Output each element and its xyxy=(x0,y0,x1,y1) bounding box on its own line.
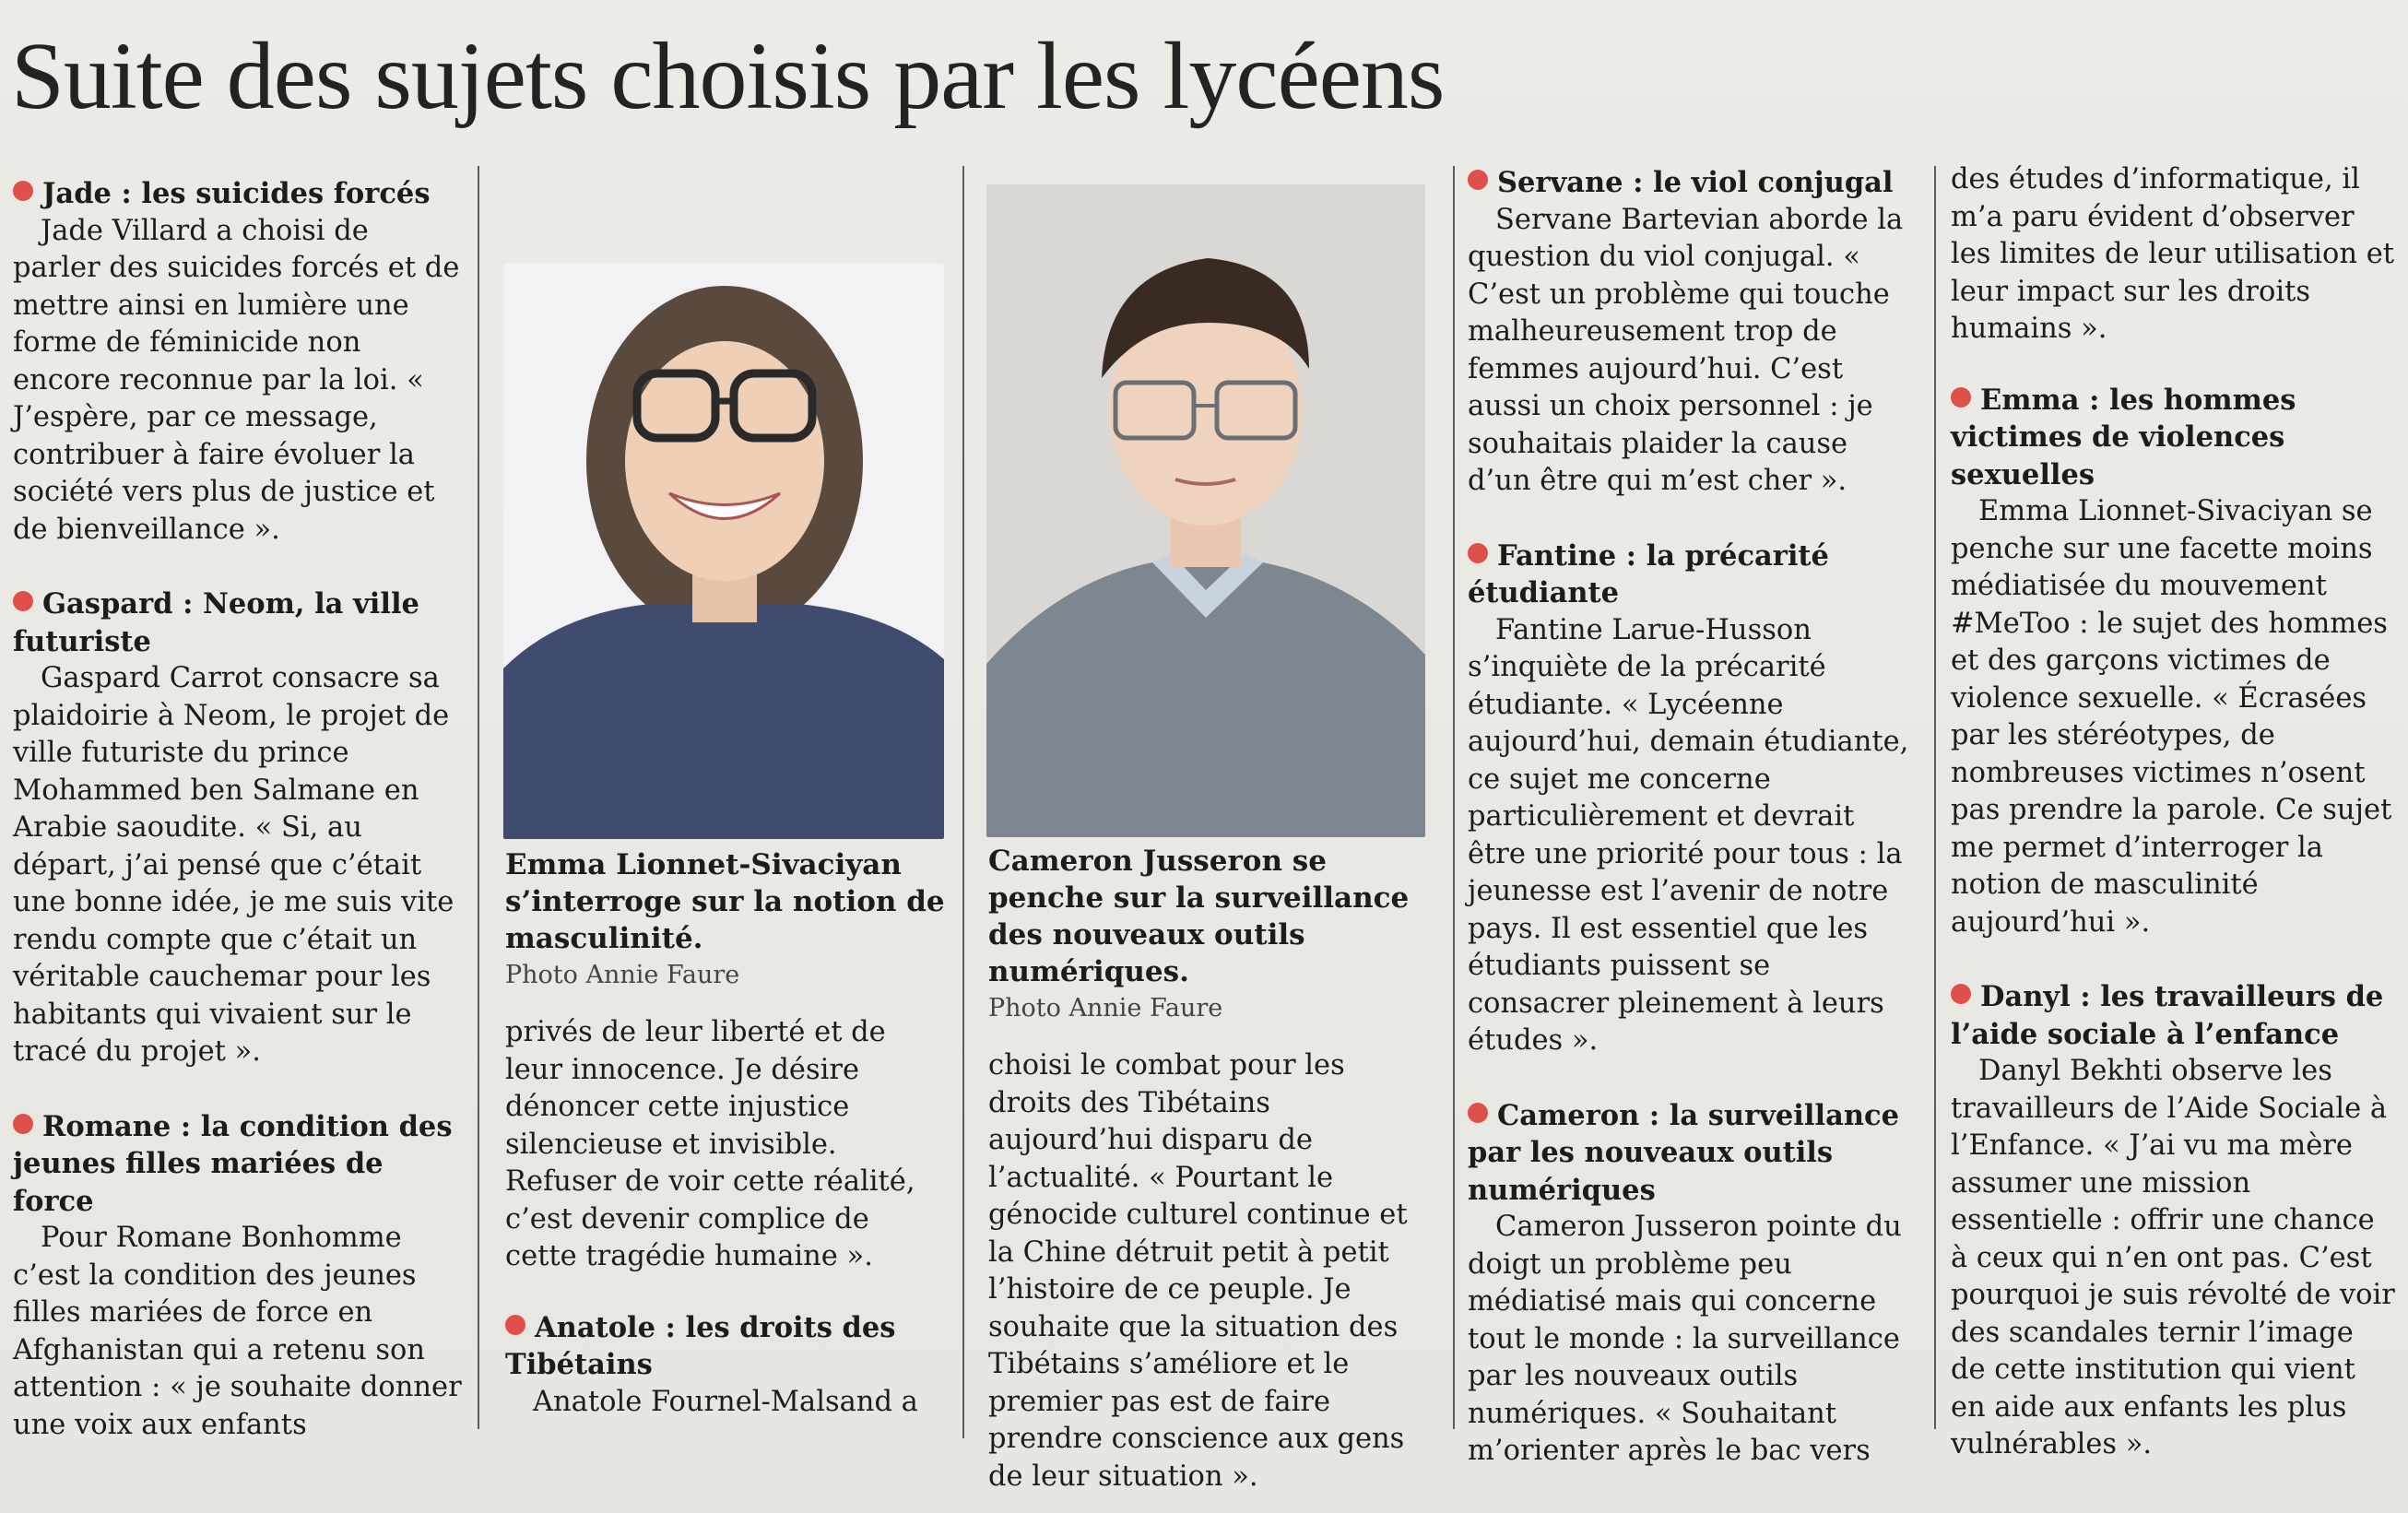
bullet-icon xyxy=(1468,543,1488,563)
section-title: Romane : la condition des jeunes filles mariées de force xyxy=(13,1109,453,1218)
photo-emma xyxy=(503,263,944,839)
section-title: Anatole : les droits des Tibétains xyxy=(505,1310,896,1381)
continued-text: privés de leur liberté et de leur innocence. Je désire dénoncer cette injustice silencieuse et invisible. Refuser de voir cette réalité, c’est devenir complice de cette tragédie humaine ». xyxy=(505,1016,915,1272)
photo-credit: Photo Annie Faure xyxy=(505,961,740,989)
portrait-emma-image xyxy=(503,263,944,839)
bullet-icon xyxy=(13,1114,33,1134)
section-title: Servane : le viol conjugal xyxy=(1468,164,1918,202)
section-servane xyxy=(1468,164,1918,501)
section-title: Jade : les suicides forcés xyxy=(13,175,463,213)
section-title: Cameron : la surveillance par les nouveaux outils numériques xyxy=(1468,1098,1899,1207)
column-rule-2 xyxy=(962,166,964,1438)
section-body: Fantine Larue-Husson s’inquiète de la précarité étudiante. « Lycéenne aujourd’hui, demain étudiante, ce sujet me concerne particulièrement et devrait être une priorité pour tous : la jeunesse est l’avenir de notre pays. Il est essentiel que les étudiants puissent se consacrer pleinement à leurs études ». xyxy=(1468,613,1909,1057)
section-jade xyxy=(13,175,463,549)
column-rule-3 xyxy=(1453,166,1455,1429)
column-5 xyxy=(1951,161,2397,1460)
section-romane xyxy=(13,1108,463,1445)
bullet-icon xyxy=(13,591,33,611)
section-body: Gaspard Carrot consacre sa plaidoirie à Neom, le projet de ville futuriste du prince Mohammed ben Salmane en Arabie saoudite. « Si, au départ, j’ai pensé que c’était une bonne idée, je me suis vite rendu compte que c’était un véritable cauchemar pour les habitants qui vivaient sur le tracé du projet ». xyxy=(13,662,454,1068)
bullet-icon xyxy=(13,181,33,201)
bullet-icon xyxy=(505,1315,525,1335)
photo-cameron xyxy=(986,184,1425,837)
column-1 xyxy=(13,175,463,1439)
photo-caption: Cameron Jusseron se penche sur la surveillance des nouveaux outils numériques. xyxy=(988,845,1410,988)
section-body: Cameron Jusseron pointe du doigt un problème peu médiatisé mais qui concerne tout le monde : la surveillance par les nouveaux outils numériques. « Souhaitant m’orienter après le bac vers xyxy=(1468,1211,1902,1467)
section-danyl xyxy=(1951,978,2397,1464)
column-rule-4 xyxy=(1934,166,1936,1429)
column-rule-1 xyxy=(478,166,479,1429)
section-title: Danyl : les travailleurs de l’aide sociale à l’enfance xyxy=(1951,980,2384,1051)
column-2 xyxy=(505,846,946,1439)
portrait-cameron-image xyxy=(986,184,1425,837)
section-anatole xyxy=(505,1309,946,1422)
section-emma xyxy=(1951,382,2397,942)
photo-credit: Photo Annie Faure xyxy=(988,994,1223,1022)
section-title: Gaspard : Neom, la ville futuriste xyxy=(13,587,419,658)
section-title: Emma : les hommes victimes de violences sexuelles xyxy=(1951,383,2296,491)
bullet-icon xyxy=(1951,387,1971,408)
bullet-icon xyxy=(1951,984,1971,1004)
section-title: Fantine : la précarité étudiante xyxy=(1468,538,1829,609)
photo-caption: Emma Lionnet-Sivaciyan s’interroge sur la notion de masculinité. xyxy=(505,848,945,955)
section-cameron xyxy=(1468,1097,1918,1471)
section-body: Jade Villard a choisi de parler des suicides forcés et de mettre ainsi en lumière une forme de féminicide non encore reconnue par la loi. « J’espère, par ce message, contribuer à faire évoluer la société vers plus de justice et de bienveillance ». xyxy=(13,214,460,546)
column-3 xyxy=(988,843,1431,1493)
continued-text: des études d’informatique, il m’a paru évident d’observer les limites de leur utilisation et leur impact sur les droits humains ». xyxy=(1951,163,2395,345)
bullet-icon xyxy=(1468,170,1488,190)
headline: Suite des sujets choisis par les lycéens xyxy=(11,23,1445,129)
bullet-icon xyxy=(1468,1103,1488,1123)
section-gaspard xyxy=(13,585,463,1071)
section-fantine xyxy=(1468,538,1918,1060)
section-body: Danyl Bekhti observe les travailleurs de l’Aide Sociale à l’Enfance. « J’ai vu ma mère assumer une mission essentielle : offrir une chance à ceux qui n’en ont pas. C’est pourquoi je suis révolté de voir des scandales ternir l’image de cette institution qui vient en aide aux enfants les plus vulnérables ». xyxy=(1951,1055,2395,1460)
column-4 xyxy=(1468,164,1918,1467)
section-body: Anatole Fournel-Malsand a xyxy=(533,1385,918,1418)
section-body: Pour Romane Bonhomme c’est la condition des jeunes filles mariées de force en Afghanistan qui a retenu son attention : « je souhaite donner une voix aux enfants xyxy=(13,1222,462,1441)
section-body: Emma Lionnet-Sivaciyan se penche sur une facette moins médiatisée du mouvement #MeToo : le sujet des hommes et des garçons victimes de violence sexuelle. « Écrasées par les stéréotypes, de nombreuses victimes n’osent pas prendre la parole. Ce sujet me permet d’interroger la notion de masculinité aujourd’hui ». xyxy=(1951,495,2392,939)
section-body: Servane Bartevian aborde la question du viol conjugal. « C’est un problème qui touche malheureusement trop de femmes aujourd’hui. C’est aussi un choix personnel : je souhaitais plaider la cause d’un être qui m’est cher ». xyxy=(1468,203,1904,497)
continued-text: choisi le combat pour les droits des Tibétains aujourd’hui disparu de l’actualité. « Pourtant le génocide culturel continue et la Chine détruit petit à petit l’histoire de ce peuple. Je souhaite que la situation des Tibétains s’améliore et le premier pas est de faire prendre conscience aux gens de leur situation ». xyxy=(988,1049,1408,1493)
